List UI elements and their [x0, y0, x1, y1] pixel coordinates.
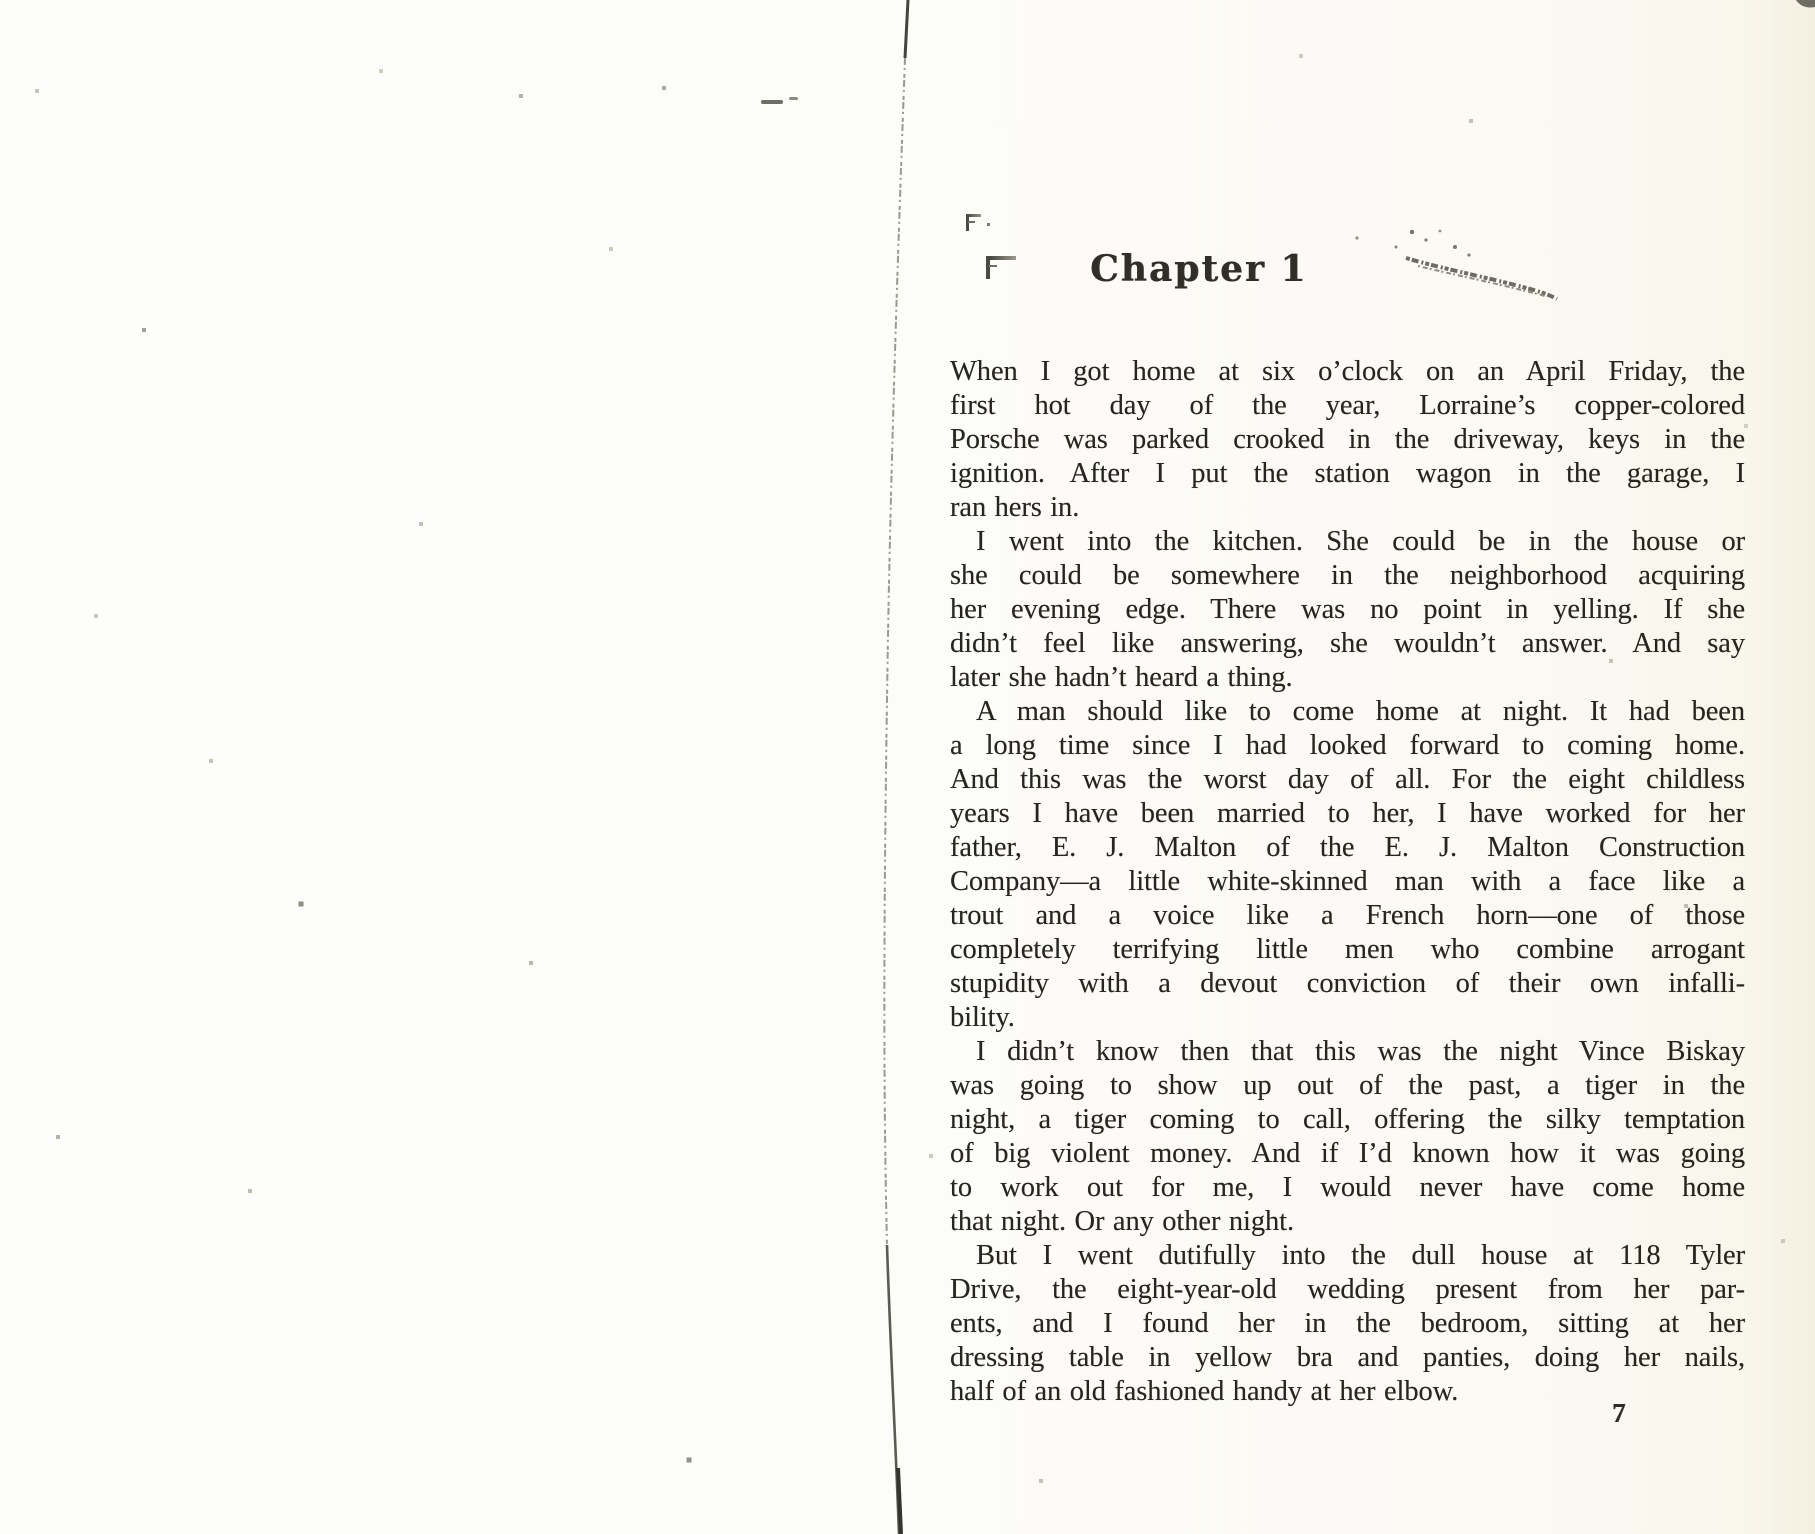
printers-mark-upper [966, 214, 996, 238]
text-line: Porsche was parked crooked in the driveway, keys in the [950, 424, 1745, 455]
text-line: And this was the worst day of all. For the eight childless [950, 764, 1745, 795]
text-line: of big violent money. And if I’d known how it was going [950, 1138, 1745, 1169]
text-line: half of an old fashioned handy at her elbow. [950, 1376, 1459, 1407]
text-line: didn’t feel like answering, she wouldn’t answer. And say [950, 628, 1745, 659]
text-line: dressing table in yellow bra and panties, doing her nails, [950, 1342, 1745, 1373]
body-text [950, 355, 1745, 1409]
text-line: I didn’t know then that this was the night Vince Biskay [976, 1036, 1745, 1067]
text-line: bility. [950, 1002, 1015, 1033]
paragraph [950, 1035, 1745, 1239]
paragraph [950, 1239, 1745, 1409]
text-line: stupidity with a devout conviction of their own infalli- [950, 968, 1745, 999]
paragraph [950, 695, 1745, 1035]
left-page [0, 0, 900, 1534]
text-line: A man should like to come home at night. It had been [976, 696, 1745, 727]
text-line: I went into the kitchen. She could be in the house or [976, 526, 1745, 557]
text-line: night, a tiger coming to call, offering the silky temptation [950, 1104, 1745, 1135]
text-line: ran hers in. [950, 492, 1080, 523]
stray-dash-mark [761, 100, 783, 104]
text-line: completely terrifying little men who combine arrogant [950, 934, 1745, 965]
chapter-heading: Chapter 1 [1090, 248, 1308, 290]
text-line: father, E. J. Malton of the E. J. Malton Construction [950, 832, 1745, 863]
text-line: first hot day of the year, Lorraine’s copper-colored [950, 390, 1745, 421]
stray-dash-mark-2 [789, 97, 798, 100]
text-line: Drive, the eight-year-old wedding present from her par- [950, 1274, 1745, 1305]
text-line: she could be somewhere in the neighborhood acquiring [950, 560, 1745, 591]
paragraph [950, 525, 1745, 695]
paper-specks [0, 0, 2, 2]
text-line: Company—a little white-skinned man with a face like a [950, 866, 1745, 897]
text-line: to work out for me, I would never have come home [950, 1172, 1745, 1203]
text-line: that night. Or any other night. [950, 1206, 1294, 1237]
text-line: ents, and I found her in the bedroom, sitting at her [950, 1308, 1745, 1339]
text-line: was going to show up out of the past, a tiger in the [950, 1070, 1745, 1101]
page-number: 7 [1612, 1398, 1626, 1428]
text-line: later she hadn’t heard a thing. [950, 662, 1293, 693]
printers-mark-lower [986, 256, 1026, 284]
paragraph [950, 355, 1745, 525]
text-line: a long time since I had looked forward to coming home. [950, 730, 1745, 761]
text-line: ignition. After I put the station wagon in the garage, I [950, 458, 1745, 489]
text-line: years I have been married to her, I have worked for her [950, 798, 1745, 829]
text-line: But I went dutifully into the dull house at 118 Tyler [976, 1240, 1745, 1271]
text-line: trout and a voice like a French horn—one of those [950, 900, 1745, 931]
text-line: her evening edge. There was no point in yelling. If she [950, 594, 1745, 625]
text-line: When I got home at six o’clock on an April Friday, the [950, 356, 1745, 387]
